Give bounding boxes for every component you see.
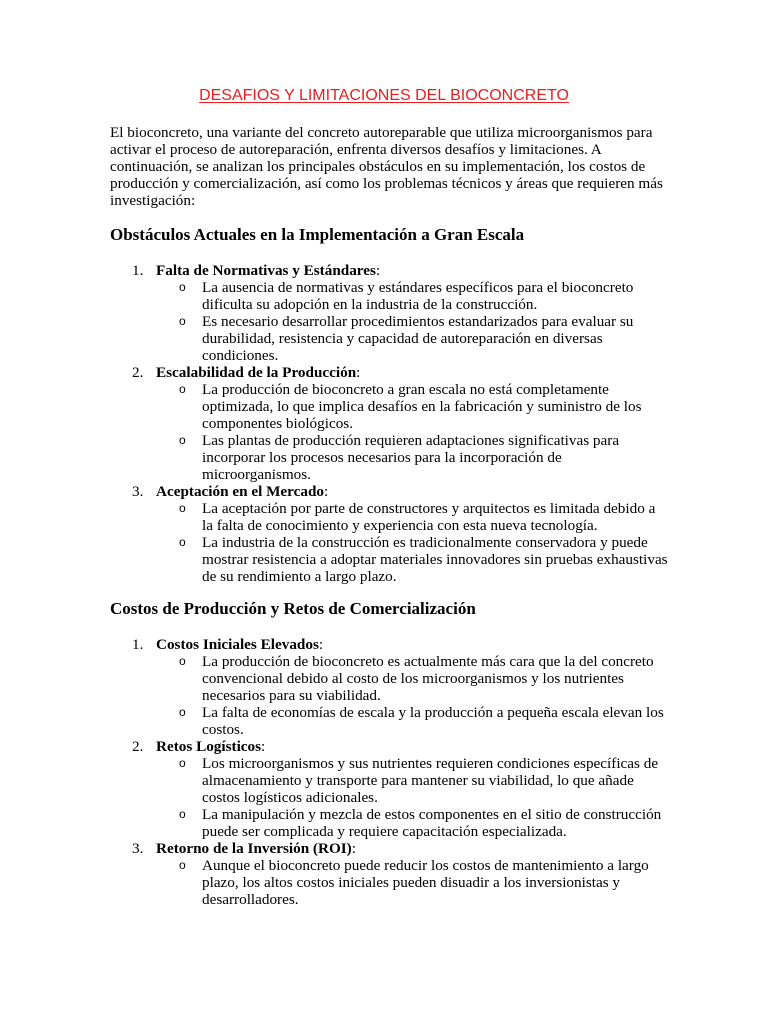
sub-bullet-list: [156, 500, 670, 585]
costs-list: [110, 636, 670, 908]
bullet-icon: o: [179, 535, 186, 549]
item-number: 2.: [132, 738, 144, 755]
bullet-icon: o: [179, 705, 186, 719]
list-item: 2. Escalabilidad de la Producción: o La producción de bioconcreto a gran escala no está completamente optimizada, lo que implica desafíos en la fabricación y suministro de los componentes biológicos. o Las plantas de producción requieren adaptaciones significativas para incorporar los procesos necesarios para la incorporación de microorganismos.: [110, 364, 670, 483]
item-title: Escalabilidad de la Producción: [156, 364, 357, 381]
list-item: 3. Aceptación en el Mercado: o La aceptación por parte de constructores y arquitectos es limitada debido a la falta de conocimiento y experiencia con esta nueva tecnología. o La industria de la construcción es tradicionalmente conservadora y puede mostrar resistencia a adoptar materiales innovadores sin pruebas exhaustivas de su rendimiento a largo plazo.: [110, 483, 670, 585]
bullet-icon: o: [179, 433, 186, 447]
sub-bullet: [156, 313, 670, 364]
bullet-icon: o: [179, 858, 186, 872]
sub-bullet: [156, 432, 670, 483]
bullet-icon: o: [179, 382, 186, 396]
bullet-icon: o: [179, 807, 186, 821]
sub-bullet-list: [156, 381, 670, 483]
bullet-icon: o: [179, 756, 186, 770]
obstacles-list: [110, 262, 670, 585]
sub-bullet-text: La manipulación y mezcla de estos componentes en el sitio de construcción puede ser complicada y requiere capacitación especializada.: [202, 806, 662, 840]
sub-bullet: [156, 279, 670, 313]
item-title: Aceptación en el Mercado: [156, 483, 325, 500]
sub-bullet-text: La ausencia de normativas y estándares específicos para el bioconcreto dificulta su adopción en la industria de la construcción.: [202, 279, 634, 313]
item-number: 1.: [132, 636, 144, 653]
sub-bullet-text: Aunque el bioconcreto puede reducir los costos de mantenimiento a largo plazo, los altos costos iniciales pueden disuadir a los inversionistas y desarrolladores.: [202, 857, 649, 908]
section-heading-costs: Costos de Producción y Retos de Comercialización: [110, 599, 476, 618]
item-title: Retos Logísticos: [156, 738, 262, 755]
list-item: 1. Costos Iniciales Elevados: o La producción de bioconcreto es actualmente más cara que la del concreto convencional debido al costo de los microorganismos y los nutrientes necesarios para su viabilidad. o La falta de economías de escala y la producción a pequeña escala elevan los costos.: [110, 636, 670, 738]
list-item: 1. Falta de Normativas y Estándares: o La ausencia de normativas y estándares específicos para el bioconcreto dificulta su adopción en la industria de la construcción. o Es necesario desarrollar procedimientos estandarizados para evaluar su durabilidad, resistencia y capacidad de autoreparación en diversas condiciones.: [110, 262, 670, 364]
item-number: 3.: [132, 483, 144, 500]
section-heading-obstacles: Obstáculos Actuales en la Implementación a Gran Escala: [110, 225, 525, 244]
item-title: Retorno de la Inversión (ROI): [156, 840, 352, 857]
sub-bullet-text: La industria de la construcción es tradicionalmente conservadora y puede mostrar resistencia a adoptar materiales innovadores sin pruebas exhaustivas de su rendimiento a largo plazo.: [202, 534, 668, 585]
intro-paragraph: El bioconcreto, una variante del concreto autoreparable que utiliza microorganismos para activar el proceso de autoreparación, enfrenta diversos desafíos y limitaciones. A continuación, se analizan los principales obstáculos en su implementación, los costos de producción y comercialización, así como los problemas técnicos y áreas que requieren más investigación:: [110, 124, 663, 209]
sub-bullet-text: Los microorganismos y sus nutrientes requieren condiciones específicas de almacenamiento y transporte para mantener su viabilidad, lo que añade costos logísticos adicionales.: [202, 755, 659, 806]
bullet-icon: o: [179, 654, 186, 668]
sub-bullet: [156, 806, 670, 840]
list-item: 2. Retos Logísticos: o Los microorganismos y sus nutrientes requieren condiciones específicas de almacenamiento y transporte para mantener su viabilidad, lo que añade costos logísticos adicionales. o La manipulación y mezcla de estos componentes en el sitio de construcción puede ser complicada y requiere capacitación especializada.: [110, 738, 670, 840]
list-item: 3. Retorno de la Inversión (ROI): o Aunque el bioconcreto puede reducir los costos de mantenimiento a largo plazo, los altos costos iniciales pueden disuadir a los inversionistas y desarrolladores.: [110, 840, 670, 908]
sub-bullet: [156, 381, 670, 432]
sub-bullet-text: La falta de economías de escala y la producción a pequeña escala elevan los costos.: [202, 704, 664, 738]
sub-bullet: [156, 534, 670, 585]
document-title: DESAFIOS Y LIMITACIONES DEL BIOCONCRETO: [199, 87, 569, 104]
sub-bullet: [156, 857, 670, 908]
sub-bullet: [156, 500, 670, 534]
sub-bullet: [156, 704, 670, 738]
item-title: Costos Iniciales Elevados: [156, 636, 319, 653]
sub-bullet: [156, 755, 670, 806]
sub-bullet-list: [156, 857, 670, 908]
bullet-icon: o: [179, 501, 186, 515]
sub-bullet-text: La aceptación por parte de constructores y arquitectos es limitada debido a la falta de conocimiento y experiencia con esta nueva tecnología.: [202, 500, 656, 534]
item-number: 1.: [132, 262, 144, 279]
item-number: 2.: [132, 364, 144, 381]
sub-bullet: [156, 653, 670, 704]
sub-bullet-text: La producción de bioconcreto a gran escala no está completamente optimizada, lo que implica desafíos en la fabricación y suministro de los componentes biológicos.: [202, 381, 642, 432]
sub-bullet-text: Las plantas de producción requieren adaptaciones significativas para incorporar los procesos necesarios para la incorporación de microorganismos.: [202, 432, 620, 483]
sub-bullet-list: [156, 279, 670, 364]
item-number: 3.: [132, 840, 144, 857]
sub-bullet-list: [156, 653, 670, 738]
bullet-icon: o: [179, 280, 186, 294]
sub-bullet-list: [156, 755, 670, 840]
bullet-icon: o: [179, 314, 186, 328]
item-title: Falta de Normativas y Estándares: [156, 262, 376, 279]
sub-bullet-text: La producción de bioconcreto es actualmente más cara que la del concreto convencional debido al costo de los microorganismos y los nutrientes necesarios para su viabilidad.: [202, 653, 654, 704]
sub-bullet-text: Es necesario desarrollar procedimientos estandarizados para evaluar su durabilidad, resistencia y capacidad de autoreparación en diversas condiciones.: [202, 313, 634, 364]
